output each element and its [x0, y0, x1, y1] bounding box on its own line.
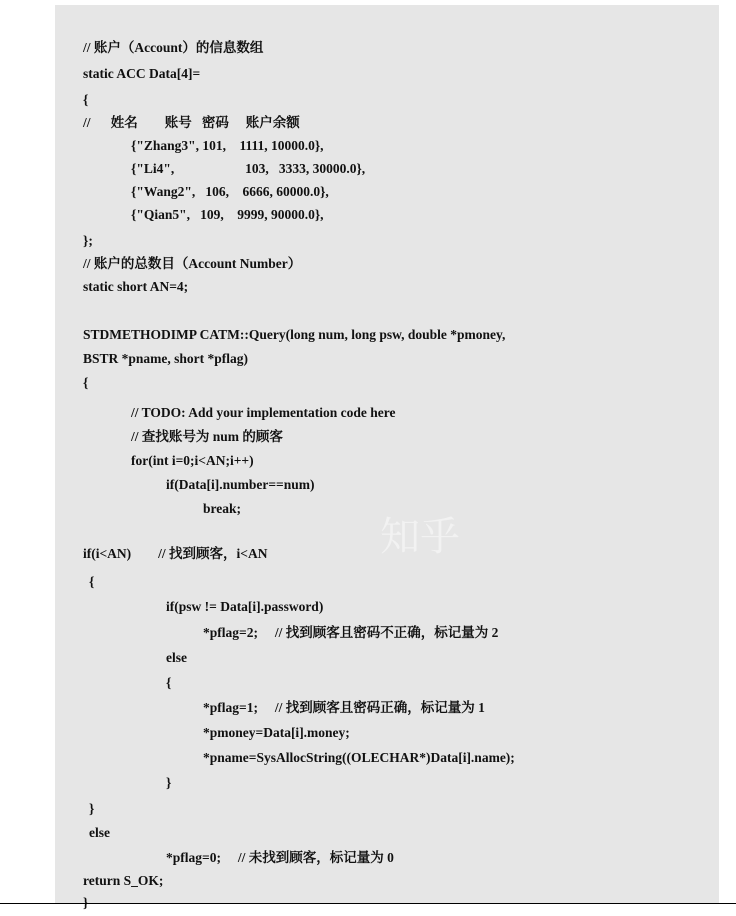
code-line-record-qian5: {"Qian5", 109, 9999, 90000.0}, — [131, 207, 324, 222]
code-line-if-password-check: if(psw != Data[i].password) — [166, 599, 324, 614]
code-line-pmoney: *pmoney=Data[i].money; — [203, 725, 350, 740]
bottom-rule — [0, 903, 736, 904]
code-line-if-number-match: if(Data[i].number==num) — [166, 477, 315, 492]
code-line-pname: *pname=SysAllocString((OLECHAR*)Data[i].name); — [203, 750, 515, 765]
code-line-comment-account-array: // 账户（Account）的信息数组 — [83, 40, 264, 55]
code-line-search-comment: // 查找账号为 num 的顾客 — [131, 429, 283, 444]
watermark: 知乎 — [380, 514, 460, 560]
code-line-static-data: static ACC Data[4]= — [83, 66, 201, 81]
code-line-pflag-1: *pflag=1; // 找到顾客且密码正确，标记量为 1 — [203, 700, 485, 715]
code-line-else-inner: else — [166, 650, 187, 665]
code-line-todo-comment: // TODO: Add your implementation code here — [131, 405, 396, 420]
code-line-record-li4: {"Li4", 103, 3333, 30000.0}, — [131, 161, 366, 176]
code-line-comment-account-number: // 账户的总数目（Account Number） — [83, 256, 302, 271]
code-line-close-brace-semicolon: }; — [83, 233, 93, 248]
code-line-column-header-comment: // 姓名 账号 密码 账户余额 — [83, 115, 300, 130]
code-line-record-wang2: {"Wang2", 106, 6666, 60000.0}, — [131, 184, 329, 199]
code-line-record-zhang3: {"Zhang3", 101, 1111, 10000.0}, — [131, 138, 324, 153]
code-line-for-loop: for(int i=0;i<AN;i++) — [131, 453, 254, 468]
code-line-return: return S_OK; — [83, 873, 164, 888]
code-line-pflag-0: *pflag=0; // 未找到顾客，标记量为 0 — [166, 850, 394, 865]
code-line-else-close-brace: } — [166, 775, 172, 790]
code-line-pflag-2: *pflag=2; // 找到顾客且密码不正确，标记量为 2 — [203, 625, 499, 640]
code-line-open-brace: { — [83, 92, 89, 107]
code-line-if-close-brace: } — [89, 801, 95, 816]
code-panel — [55, 5, 719, 903]
code-line-else-open-brace: { — [166, 675, 172, 690]
code-line-break: break; — [203, 501, 242, 516]
code-line-if-open-brace: { — [89, 574, 95, 589]
code-line-query-params: BSTR *pname, short *pflag) — [83, 351, 249, 366]
code-line-query-signature: STDMETHODIMP CATM::Query(long num, long psw, double *pmoney, — [83, 327, 506, 342]
code-line-function-open-brace: { — [83, 375, 89, 390]
code-line-if-found: if(i<AN) // 找到顾客，i<AN — [83, 546, 268, 561]
code-line-else-outer: else — [89, 825, 110, 840]
code-line-static-short-an: static short AN=4; — [83, 279, 189, 294]
